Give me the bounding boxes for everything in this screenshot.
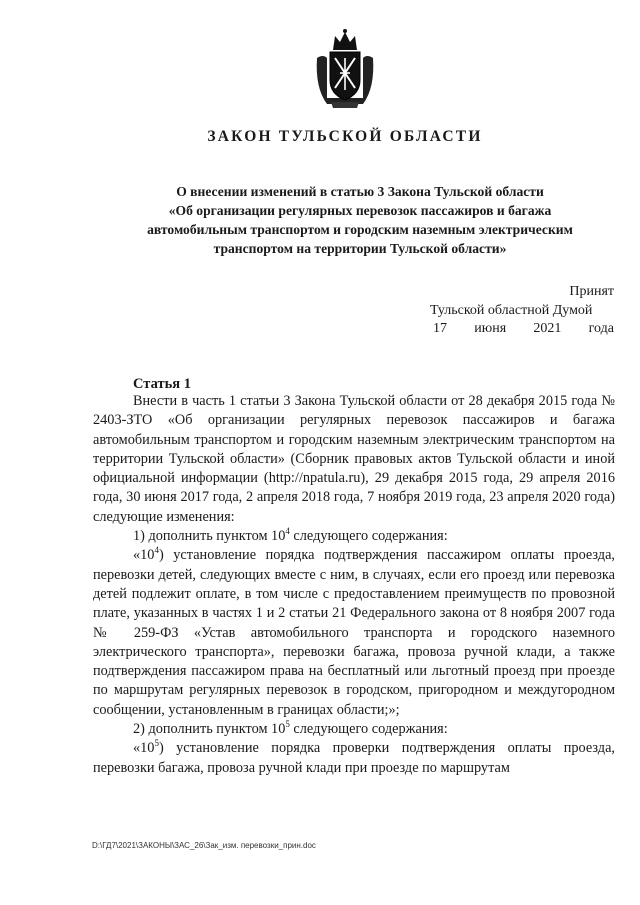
article-intro: Внести в часть 1 статьи 3 Закона Тульской области от 28 декабря 2015 года № 2403-ЗТО «Об организации регулярных перевозок пассажиров и багажа автомобильным транспортом и городским наземным электрическим транспортом на территории Тульской области» (Сборник правовых актов Тульской области и иной официальной информации (http://npatula.ru), 29 декабря 2015 года, 29 апреля 2016 года, 30 июня 2017 года, 2 апреля 2018 года, 7 ноября 2019 года, 23 апреля 2020 года) следующие изменения: [93,393,615,525]
adopted-date [430,320,614,339]
subject-line: транспортом на территории Тульской области» [213,241,507,256]
subject-line: О внесении изменений в статью 3 Закона Тульской области [176,184,544,199]
article-body [93,392,615,778]
subject-line: «Об организации регулярных перевозок пассажиров и багажа [168,203,552,218]
adopted-month: июня [474,321,507,336]
item-2: 2) дополнить пунктом $10^5$ следующего содержания: [133,719,448,738]
adopted-year: 2021 [533,321,562,336]
adopted-day: 17 [433,321,447,336]
law-subject [110,182,610,258]
item-1: 1) дополнить пунктом $10^4$ следующего содержания: [133,526,448,545]
quote-2: «$10^5$) установление порядка проверки подтверждения оплаты проезда, перевозки багажа, провоза ручной клади при проезде по маршрутам [93,738,615,776]
coat-of-arms-icon [313,28,377,110]
adopted-by: Тульской областной Думой [430,302,593,318]
adopted-label: Принят [569,284,614,299]
article-heading: Статья 1 [133,376,191,392]
law-title: ЗАКОН ТУЛЬСКОЙ ОБЛАСТИ [207,128,483,145]
file-path-footer: D:\ГД7\2021\ЗАКОНЫ\ЗАС_26\Зак_изм. перевозки_прин.doc [92,841,316,850]
quote-1: «$10^4$) установление порядка подтверждения пассажиром оплаты проезда, перевозки детей, следующих вместе с ним, в случаях, если его проезд или перевозка детей подлежит оплате, в том числе с предоставлением преимуществ по провозной плате, указанных в частях 1 и 2 статьи 21 Федерального закона от 8 ноября 2007 года № 259-ФЗ «Устав автомобильного транспорта и городского наземного электрического транспорта», перевозки багажа, провоза ручной клади, а также подтверждения пассажиром права на бесплатный или льготный проезд при проезде по маршрутам регулярных перевозок в городском, пригородном и междугородном сообщении, установленным в границах области;»; [93,545,615,718]
subject-line: автомобильным транспортом и городским наземным электрическим [147,222,573,237]
adopted-year-word: года [588,321,614,336]
adoption-block [430,283,614,339]
